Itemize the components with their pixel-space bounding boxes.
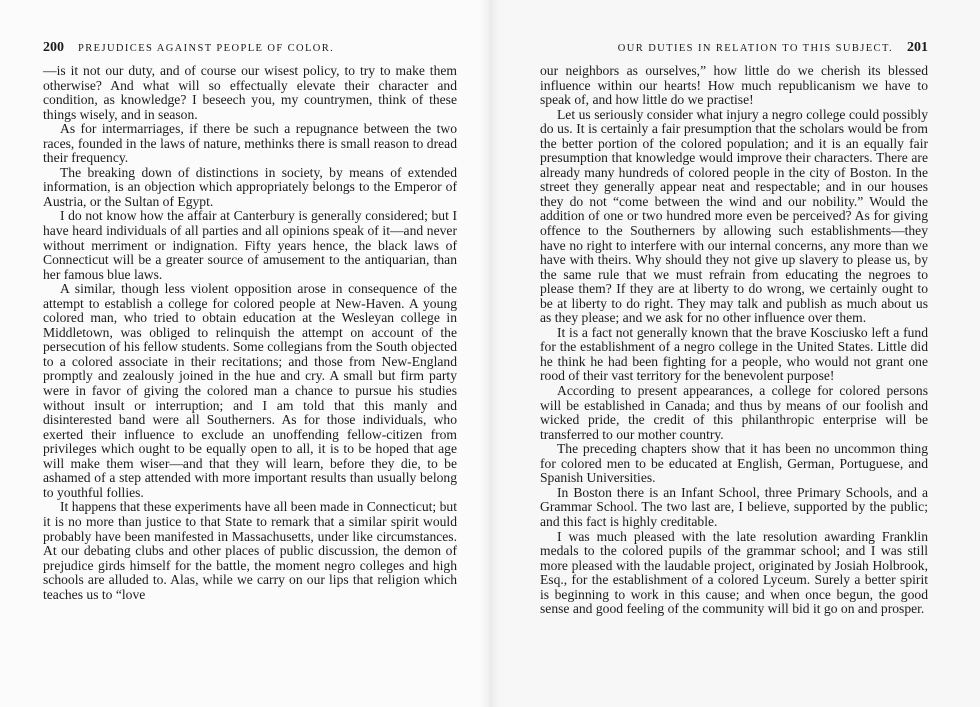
paragraph: It happens that these experiments have all been made in Connecticut; but it is no more than justice to that State to remark that a similar spirit would probably have been manifested in Massachusetts, under like circumstances. At our debating clubs and other places of public discussion, the demon of prejudice girds himself for the battle, the moment negro colleges and high schools are alluded to. Alas, while we carry on our lips that religion which teaches us to “love — [43, 499, 457, 602]
paragraph: In Boston there is an Infant School, three Primary Schools, and a Grammar School. The two last are, I believe, supported by the public; and this fact is highly creditable. — [540, 484, 928, 529]
right-page — [490, 0, 980, 707]
running-head-left: PREJUDICES AGAINST PEOPLE OF COLOR. — [78, 43, 335, 54]
right-page-header — [548, 40, 928, 56]
paragraph: our neighbors as ourselves,” how little do we cherish its blessed influence within our hearts! How much republicanism we have to speak of, and how little do we practise! — [540, 63, 928, 108]
paragraph: I do not know how the affair at Canterbury is generally considered; but I have heard individuals of all parties and all opinions speak of it—and never without merriment or indignation. Fifty years hence, the black laws of Connecticut will be a greater source of amusement to the antiquarian, than her famous blue laws. — [43, 208, 457, 282]
paragraph: —is it not our duty, and of course our wisest policy, to try to make them otherwise? And what will so effectually elevate their character and condition, as knowledge? I beseech you, my countrymen, think of these things wisely, and in season. — [43, 63, 457, 122]
paragraph: As for intermarriages, if there be such a repugnance between the two races, founded in the laws of nature, methinks there is small reason to dread their frequency. — [43, 121, 457, 166]
right-page-body — [540, 64, 928, 617]
paragraph: Let us seriously consider what injury a negro college could possibly do us. It is certainly a fair presumption that the scholars would be from the better portion of the colored population; and it is an equally fair presumption that knowledge would improve their characters. There are already many hundreds of colored people in the city of Boston. In the street they generally appear neat and respectable; and in our houses they do not “come between the wind and our nobility.” Would the addition of one or two hundred more even be perceived? As for giving offence to the Southerners by allowing such establishments—they have no right to interfere with our internal concerns, any more than we have with theirs. Why should they not give up slavery to please us, by the same rule that we must refrain from educating the negroes to please them? If they are at liberty to do wrong, we certainly ought to be at liberty to do right. They may talk and publish as much about us as they please; and we ask for no other influence over them. — [540, 106, 928, 326]
left-page-body — [43, 64, 457, 602]
left-page-header — [43, 40, 453, 56]
paragraph: A similar, though less violent opposition arose in consequence of the attempt to establish a college for colored people at New-Haven. A young colored man, who tried to obtain education at the Wesleyan college in Middletown, was obliged to relinquish the attempt on account of the persecution of his fellow students. Some collegians from the South objected to a colored associate in their recitations; and those from New-England promptly and zealously joined in the hue and cry. A small but firm party were in favor of giving the colored man a chance to pursue his studies without insult or interruption; and I am told that this manly and disinterested band were all Southerners. As for those individuals, who exerted their influence to exclude an unoffending fellow-citizen from privileges which ought to be equally open to all, it is to be hoped that age will make them wiser—and that they will learn, before they die, to be ashamed of a step attended with more important results than usually belong to youthful follies. — [43, 281, 457, 500]
page-number-right: 201 — [907, 40, 928, 55]
page-number-left: 200 — [43, 40, 64, 55]
paragraph: According to present appearances, a college for colored persons will be established in Canada; and thus by means of our foolish and wicked pride, the credit of this philanthropic enterprise will be transferred to our mother country. — [540, 383, 928, 442]
paragraph: The preceding chapters show that it has been no uncommon thing for colored men to be educated at English, German, Portuguese, and Spanish Universities. — [540, 441, 928, 486]
paragraph: I was much pleased with the late resolution awarding Franklin medals to the colored pupils of the grammar school; and I was still more pleased with the laudable project, originated by Josiah Holbrook, Esq., for the establishment of a colored Lyceum. Surely a better spirit is beginning to work in this cause; and when once begun, the good sense and good feeling of the community will bid it go on and prosper. — [540, 528, 928, 617]
running-head-right: OUR DUTIES IN RELATION TO THIS SUBJECT. — [617, 43, 893, 54]
paragraph: The breaking down of distinctions in society, by means of extended information, is an objection which appropriately belongs to the Emperor of Austria, or the Sultan of Egypt. — [43, 164, 457, 209]
paragraph: It is a fact not generally known that the brave Kosciusko left a fund for the establishment of a negro college in the United States. Little did he think he had been fighting for a people, who would not grant one rood of their vast territory for the benevolent purpose! — [540, 324, 928, 384]
